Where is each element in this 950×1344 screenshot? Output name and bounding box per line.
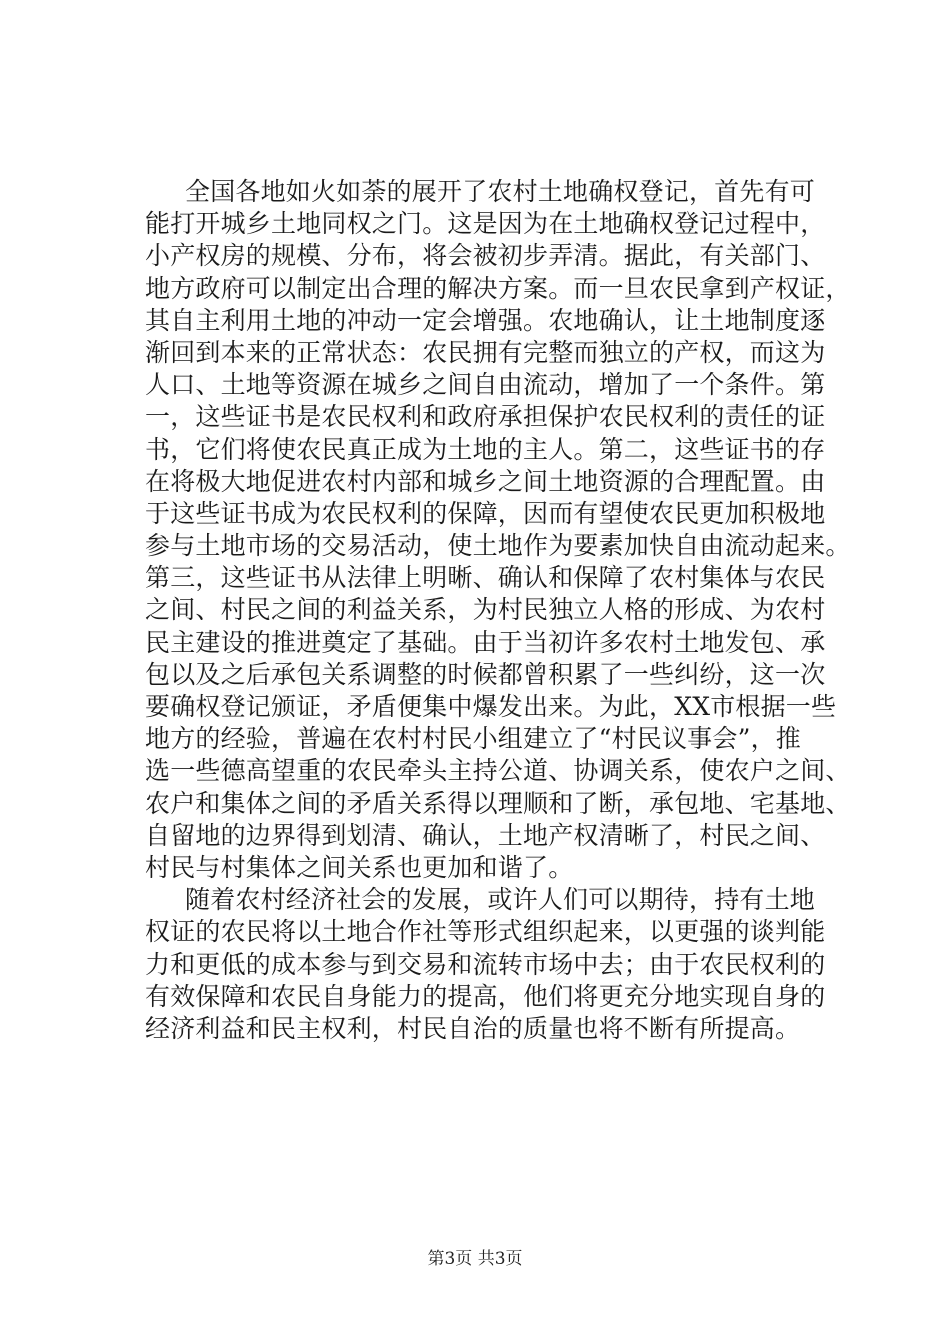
paragraph-1-line: 要确权登记颁证，矛盾便集中爆发出来。为此，XX市根据一些 [145, 692, 837, 721]
paragraph-1-line: 选一些德高望重的农民牵头主持公道、协调关系，使农户之间、 [145, 756, 851, 786]
paragraph-1-line: 包以及之后承包关系调整的时候都曾积累了一些纠纷，这一次 [145, 659, 826, 689]
document-body [145, 176, 851, 1045]
paragraph-2-line: 权证的农民将以土地合作社等形式组织起来，以更强的谈判能 [145, 917, 826, 947]
paragraph-1-line: 农户和集体之间的矛盾关系得以理顺和了断，承包地、宅基地、 [145, 788, 851, 818]
paragraph-2-line: 力和更低的成本参与到交易和流转市场中去；由于农民权利的 [145, 949, 826, 979]
paragraph-1-line: 之间、村民之间的利益关系，为村民独立人格的形成、为农村 [145, 595, 826, 625]
paragraph-2-line: 随着农村经济社会的发展，或许人们可以期待，持有土地 [185, 885, 816, 915]
paragraph-2-line: 有效保障和农民自身能力的提高，他们将更充分地实现自身的 [145, 981, 826, 1011]
paragraph-1-line: 其自主利用土地的冲动一定会增强。农地确认，让土地制度逐 [145, 305, 826, 335]
paragraph-1-line: 渐回到本来的正常状态：农民拥有完整而独立的产权，而这为 [145, 337, 826, 367]
paragraph-1-line: 参与土地市场的交易活动，使土地作为要素加快自由流动起来。 [145, 531, 851, 561]
paragraph-1-line: 小产权房的规模、分布，将会被初步弄清。据此，有关部门、 [145, 241, 826, 271]
paragraph-1-line: 第三，这些证书从法律上明晰、确认和保障了农村集体与农民 [145, 563, 826, 593]
paragraph-1-line: 书，它们将使农民真正成为土地的主人。第二，这些证书的存 [145, 434, 826, 464]
paragraph-1-line: 地方政府可以制定出合理的解决方案。而一旦农民拿到产权证， [145, 273, 851, 303]
paragraph-1-line: 能打开城乡土地同权之门。这是因为在土地确权登记过程中， [145, 209, 826, 239]
paragraph-1-line: 自留地的边界得到划清、确认，土地产权清晰了，村民之间、 [145, 820, 826, 850]
paragraph-2-line: 经济利益和民主权利，村民自治的质量也将不断有所提高。 [145, 1013, 801, 1043]
paragraph-1-line: 全国各地如火如荼的展开了农村土地确权登记，首先有可 [185, 177, 816, 206]
paragraph-1-line: 人口、土地等资源在城乡之间自由流动，增加了一个条件。第 [145, 370, 826, 400]
paragraph-1-line: 在将极大地促进农村内部和城乡之间土地资源的合理配置。由 [145, 466, 826, 496]
paragraph-1-line: 于这些证书成为农民权利的保障，因而有望使农民更加积极地 [145, 498, 826, 528]
paragraph-1-line: 地方的经验，普遍在农村村民小组建立了“村民议事会”，推 [145, 724, 801, 754]
paragraph-1-line: 民主建设的推进奠定了基础。由于当初许多农村土地发包、承 [145, 627, 826, 657]
paragraph-1-line: 一，这些证书是农民权利和政府承担保护农民权利的责任的证 [145, 402, 826, 432]
page-number-footer: 第3页 共3页 [427, 1249, 523, 1269]
paragraph-1-line: 村民与村集体之间关系也更加和谐了。 [145, 852, 574, 882]
